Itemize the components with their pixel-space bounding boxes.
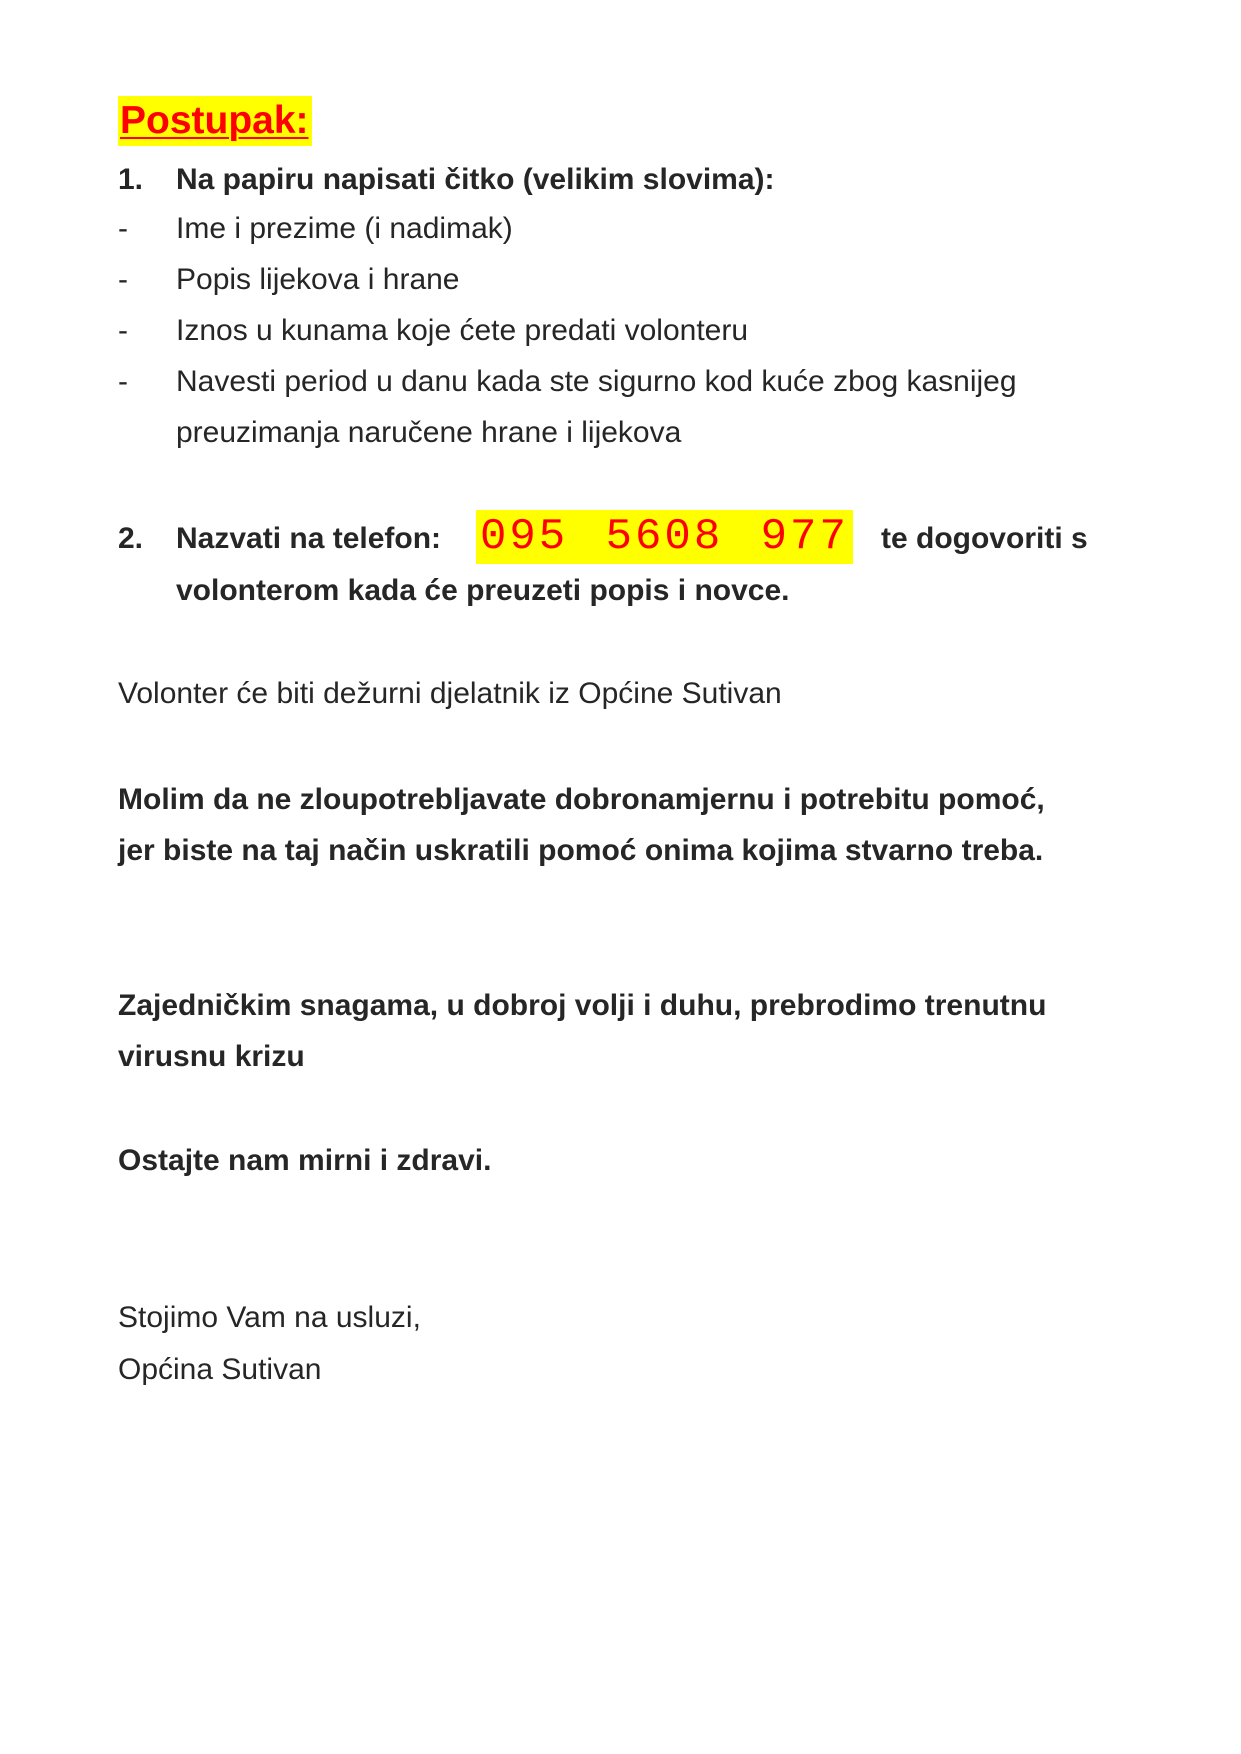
list-item-period: Navesti period u danu kada ste sigurno kod kuće zbog kasnijeg bbox=[176, 365, 1017, 398]
step-2-suffix: te dogovoriti s bbox=[881, 522, 1088, 555]
list-item-marker: - bbox=[118, 212, 128, 245]
list-item-name: Ime i prezime (i nadimak) bbox=[176, 212, 513, 245]
list-item-marker: - bbox=[118, 263, 128, 296]
step-2-continuation: volonterom kada će preuzeti popis i novce. bbox=[176, 574, 790, 607]
warning-line-2: jer biste na taj način uskratili pomoć onima kojima stvarno treba. bbox=[118, 834, 1044, 867]
list-item-amount: Iznos u kunama koje ćete predati volonteru bbox=[176, 314, 749, 347]
step-1-title: Na papiru napisati čitko (velikim slovima): bbox=[176, 163, 775, 196]
closing-wish: Ostajte nam mirni i zdravi. bbox=[118, 1144, 492, 1177]
warning-line-1: Molim da ne zloupotrebljavate dobronamjernu i potrebitu pomoć, bbox=[118, 783, 1045, 816]
volunteer-note: Volonter će biti dežurni djelatnik iz Općine Sutivan bbox=[118, 677, 782, 710]
encouragement-line-1: Zajedničkim snagama, u dobroj volji i duhu, prebrodimo trenutnu bbox=[118, 989, 1047, 1022]
step-2-number: 2. bbox=[118, 522, 144, 555]
step-1-number: 1. bbox=[118, 163, 144, 196]
list-item-period-continuation: preuzimanja naručene hrane i lijekova bbox=[176, 416, 682, 449]
encouragement-line-2: virusnu krizu bbox=[118, 1040, 305, 1073]
step-2-prefix: Nazvati na telefon: bbox=[176, 522, 442, 555]
phone-number: 095 5608 977 bbox=[476, 510, 853, 564]
list-item-medicine-food: Popis lijekova i hrane bbox=[176, 263, 460, 296]
procedure-heading: Postupak: bbox=[118, 96, 312, 146]
signature-greeting: Stojimo Vam na usluzi, bbox=[118, 1301, 421, 1334]
list-item-marker: - bbox=[118, 314, 128, 347]
list-item-marker: - bbox=[118, 365, 128, 398]
signature-municipality: Općina Sutivan bbox=[118, 1353, 322, 1386]
